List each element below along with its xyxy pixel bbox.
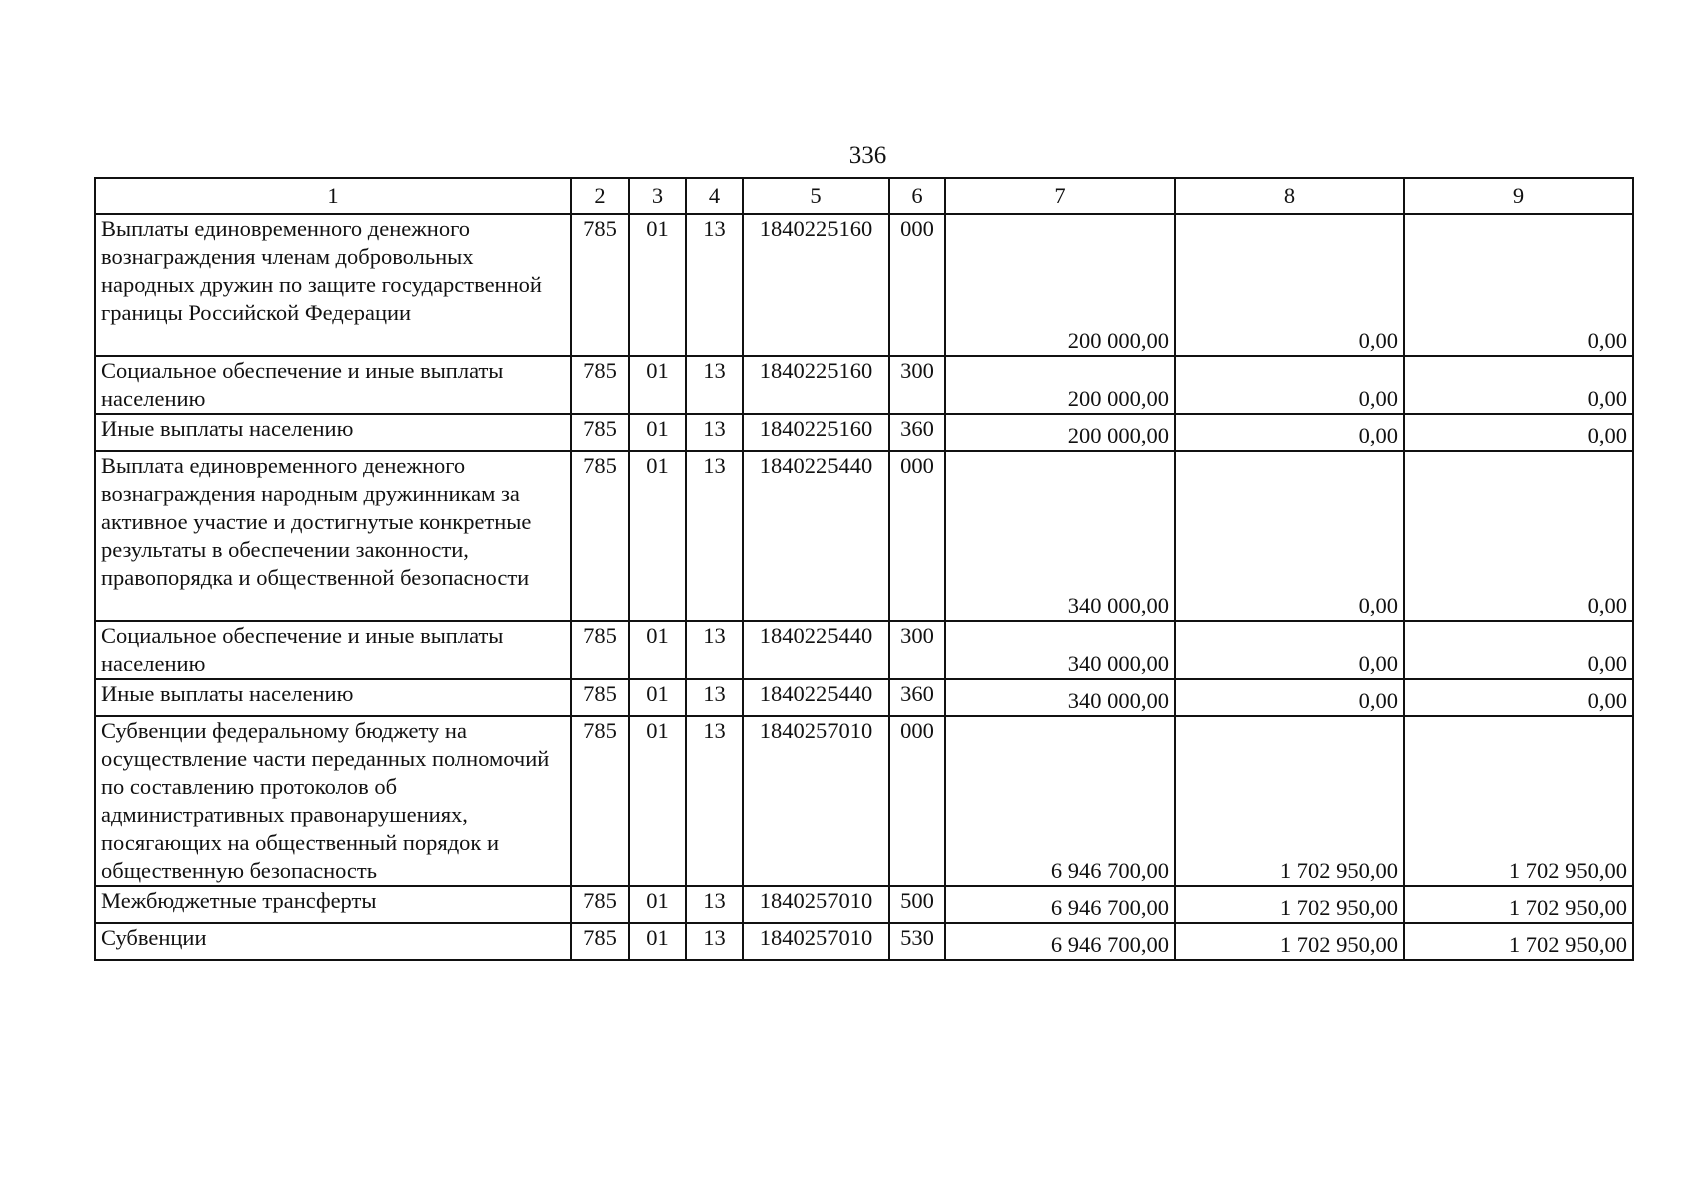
row-name: Выплаты единовременного денежного вознаграждения членам добровольных народных дружин по защите государственной границы Российской Федерации	[95, 214, 571, 356]
page-number: 336	[848, 142, 887, 169]
amount-8: 0,00	[1175, 356, 1404, 414]
table-row	[95, 414, 1633, 451]
amount-9: 0,00	[1404, 451, 1633, 621]
code-5: 1840257010	[743, 716, 889, 886]
code-3: 01	[629, 214, 686, 356]
amount-9: 0,00	[1404, 356, 1633, 414]
header-cell: 3	[629, 178, 686, 214]
amount-7: 340 000,00	[945, 451, 1175, 621]
table-row	[95, 716, 1633, 886]
header-cell: 2	[571, 178, 629, 214]
code-6: 000	[889, 451, 945, 621]
amount-8: 0,00	[1175, 214, 1404, 356]
amount-9: 0,00	[1404, 214, 1633, 356]
amount-8: 0,00	[1175, 679, 1404, 716]
code-3: 01	[629, 886, 686, 923]
amount-9: 1 702 950,00	[1404, 886, 1633, 923]
row-name: Субвенции федеральному бюджету на осуществление части переданных полномочий по составлению протоколов об административных правонарушениях, посягающих на общественный порядок и общественную безопасность	[95, 716, 571, 886]
code-5: 1840225160	[743, 414, 889, 451]
amount-8: 1 702 950,00	[1175, 716, 1404, 886]
amount-8: 0,00	[1175, 451, 1404, 621]
code-2: 785	[571, 886, 629, 923]
header-cell: 5	[743, 178, 889, 214]
code-3: 01	[629, 451, 686, 621]
row-name: Социальное обеспечение и иные выплаты населению	[95, 621, 571, 679]
amount-9: 1 702 950,00	[1404, 923, 1633, 960]
table-row	[95, 886, 1633, 923]
code-2: 785	[571, 621, 629, 679]
code-6: 360	[889, 679, 945, 716]
table-row	[95, 214, 1633, 356]
row-name: Выплата единовременного денежного вознаграждения народным дружинникам за активное участие и достигнутые конкретные результаты в обеспечении законности, правопорядка и общественной безопасности	[95, 451, 571, 621]
budget-table	[94, 177, 1634, 961]
code-4: 13	[686, 923, 743, 960]
amount-8: 0,00	[1175, 414, 1404, 451]
code-2: 785	[571, 679, 629, 716]
code-2: 785	[571, 214, 629, 356]
table-row	[95, 356, 1633, 414]
code-6: 530	[889, 923, 945, 960]
code-5: 1840257010	[743, 923, 889, 960]
code-5: 1840225440	[743, 679, 889, 716]
code-2: 785	[571, 414, 629, 451]
code-6: 500	[889, 886, 945, 923]
amount-9: 1 702 950,00	[1404, 716, 1633, 886]
amount-7: 6 946 700,00	[945, 886, 1175, 923]
header-cell: 9	[1404, 178, 1633, 214]
amount-8: 1 702 950,00	[1175, 923, 1404, 960]
code-5: 1840225440	[743, 451, 889, 621]
code-3: 01	[629, 679, 686, 716]
code-3: 01	[629, 716, 686, 886]
code-4: 13	[686, 716, 743, 886]
amount-8: 0,00	[1175, 621, 1404, 679]
amount-7: 6 946 700,00	[945, 716, 1175, 886]
code-4: 13	[686, 451, 743, 621]
table-row	[95, 451, 1633, 621]
code-3: 01	[629, 923, 686, 960]
row-name: Иные выплаты населению	[95, 414, 571, 451]
amount-7: 340 000,00	[945, 679, 1175, 716]
amount-7: 200 000,00	[945, 356, 1175, 414]
row-name: Иные выплаты населению	[95, 679, 571, 716]
amount-9: 0,00	[1404, 679, 1633, 716]
row-name: Межбюджетные трансферты	[95, 886, 571, 923]
table-row	[95, 923, 1633, 960]
code-4: 13	[686, 621, 743, 679]
amount-7: 200 000,00	[945, 414, 1175, 451]
code-5: 1840225160	[743, 214, 889, 356]
code-3: 01	[629, 414, 686, 451]
header-cell: 4	[686, 178, 743, 214]
code-5: 1840225440	[743, 621, 889, 679]
code-6: 000	[889, 214, 945, 356]
code-2: 785	[571, 716, 629, 886]
code-5: 1840225160	[743, 356, 889, 414]
table-row	[95, 621, 1633, 679]
header-cell: 6	[889, 178, 945, 214]
amount-7: 340 000,00	[945, 621, 1175, 679]
code-6: 360	[889, 414, 945, 451]
code-2: 785	[571, 451, 629, 621]
row-name: Социальное обеспечение и иные выплаты населению	[95, 356, 571, 414]
code-4: 13	[686, 414, 743, 451]
code-6: 300	[889, 356, 945, 414]
code-4: 13	[686, 679, 743, 716]
amount-7: 6 946 700,00	[945, 923, 1175, 960]
code-3: 01	[629, 356, 686, 414]
amount-9: 0,00	[1404, 414, 1633, 451]
code-2: 785	[571, 356, 629, 414]
row-name: Субвенции	[95, 923, 571, 960]
code-4: 13	[686, 214, 743, 356]
header-cell: 7	[945, 178, 1175, 214]
amount-7: 200 000,00	[945, 214, 1175, 356]
header-cell: 1	[95, 178, 571, 214]
code-5: 1840257010	[743, 886, 889, 923]
code-2: 785	[571, 923, 629, 960]
code-4: 13	[686, 356, 743, 414]
header-row	[95, 178, 1633, 214]
header-cell: 8	[1175, 178, 1404, 214]
table-row	[95, 679, 1633, 716]
amount-8: 1 702 950,00	[1175, 886, 1404, 923]
amount-9: 0,00	[1404, 621, 1633, 679]
code-3: 01	[629, 621, 686, 679]
code-6: 300	[889, 621, 945, 679]
code-6: 000	[889, 716, 945, 886]
code-4: 13	[686, 886, 743, 923]
